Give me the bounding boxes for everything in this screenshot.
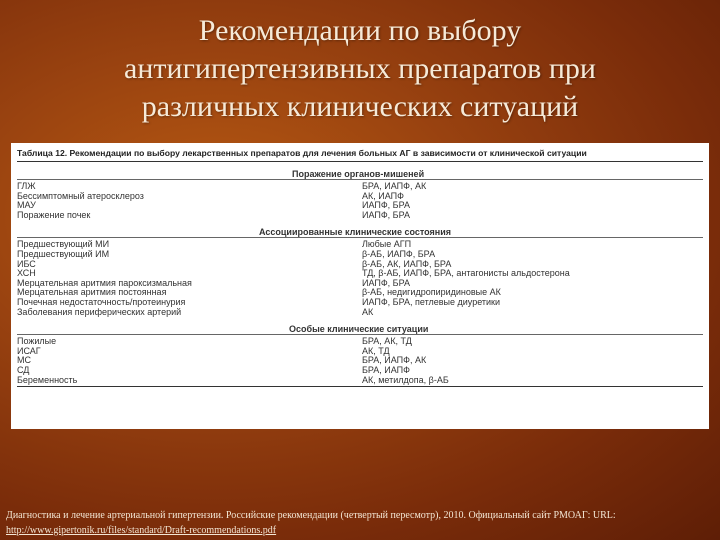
slide-title	[0, 12, 720, 126]
situation-cell: Пожилые	[17, 336, 57, 347]
drugs-cell: АК, ТД	[362, 345, 390, 356]
drugs-cell: Любые АГП	[362, 239, 412, 250]
drugs-cell: ИАПФ, БРА	[362, 200, 410, 211]
situation-cell: Бессимптомный атеросклероз	[17, 190, 144, 201]
drugs-cell: β-АБ, ИАПФ, БРА	[362, 248, 436, 259]
table-panel	[11, 143, 709, 429]
situation-cell: Предшествующий МИ	[17, 239, 110, 250]
situation-cell: ИСАГ	[17, 345, 41, 356]
drugs-cell: АК, ИАПФ	[362, 190, 404, 201]
section-heading: Ассоциированные клинические состояния	[17, 227, 703, 238]
table-row	[17, 337, 703, 347]
situation-cell: Почечная недостаточность/протеинурия	[17, 296, 186, 307]
recommendations-table	[17, 169, 703, 387]
title-line-3: различных клинических ситуаций	[141, 90, 579, 123]
table-bottom-rule	[17, 386, 703, 387]
drugs-cell: БРА, ИАПФ	[362, 364, 410, 375]
source-citation: Диагностика и лечение артериальной гипертензии. Российские рекомендации (четвертый пересмотр), 2010. Официальный сайт РМОАГ: URL:	[6, 510, 616, 521]
table-row	[17, 192, 703, 202]
table-row	[17, 308, 703, 318]
drugs-cell: ИАПФ, БРА, петлевые диуретики	[362, 296, 501, 307]
drugs-cell: АК	[362, 306, 374, 317]
source-footer	[6, 508, 714, 538]
situation-cell: МАУ	[17, 200, 36, 211]
situation-cell: ИБС	[17, 258, 36, 269]
drugs-cell: БРА, ИАПФ, АК	[362, 355, 427, 366]
drugs-cell: ИАПФ, БРА	[362, 209, 410, 220]
table-row	[17, 366, 703, 376]
section-heading: Поражение органов-мишеней	[17, 169, 703, 180]
table-caption: Таблица 12. Рекомендации по выбору лекарственных препаратов для лечения больных АГ в зависимости от клинической ситуации	[17, 148, 703, 162]
drugs-cell: β-АБ, недигидропиридиновые АК	[362, 287, 501, 298]
situation-cell: МС	[17, 355, 31, 366]
source-link[interactable]: http://www.gipertonik.ru/files/standard/Draft-recommendations.pdf	[6, 525, 277, 536]
table-row	[17, 201, 703, 211]
title-line-1: Рекомендации по выбору	[198, 14, 522, 47]
table-row	[17, 250, 703, 260]
drugs-cell: β-АБ, АК, ИАПФ, БРА	[362, 258, 452, 269]
situation-cell: Мерцательная аритмия пароксизмальная	[17, 277, 192, 288]
drugs-cell: ИАПФ, БРА	[362, 277, 410, 288]
section-heading: Особые клинические ситуации	[17, 324, 703, 335]
situation-cell: Поражение почек	[17, 209, 91, 220]
drugs-cell: БРА, АК, ТД	[362, 336, 412, 347]
situation-cell: ГЛЖ	[17, 181, 36, 191]
table-row	[17, 240, 703, 250]
drugs-cell: БРА, ИАПФ, АК	[362, 181, 427, 191]
table-row	[17, 347, 703, 357]
situation-cell: Предшествующий ИМ	[17, 248, 110, 259]
situation-cell: СД	[17, 364, 30, 375]
situation-cell: Беременность	[17, 374, 78, 385]
situation-cell: ХСН	[17, 268, 36, 279]
situation-cell: Мерцательная аритмия постоянная	[17, 287, 167, 298]
title-line-2: антигипертензивных препаратов при	[124, 52, 596, 85]
situation-cell: Заболевания периферических артерий	[17, 306, 182, 317]
table-row	[17, 356, 703, 366]
table-row	[17, 260, 703, 270]
table-row	[17, 376, 703, 386]
drugs-cell: АК, метилдопа, β-АБ	[362, 374, 449, 385]
drugs-cell: ТД, β-АБ, ИАПФ, БРА, антагонисты альдостерона	[362, 268, 570, 279]
table-row	[17, 211, 703, 221]
